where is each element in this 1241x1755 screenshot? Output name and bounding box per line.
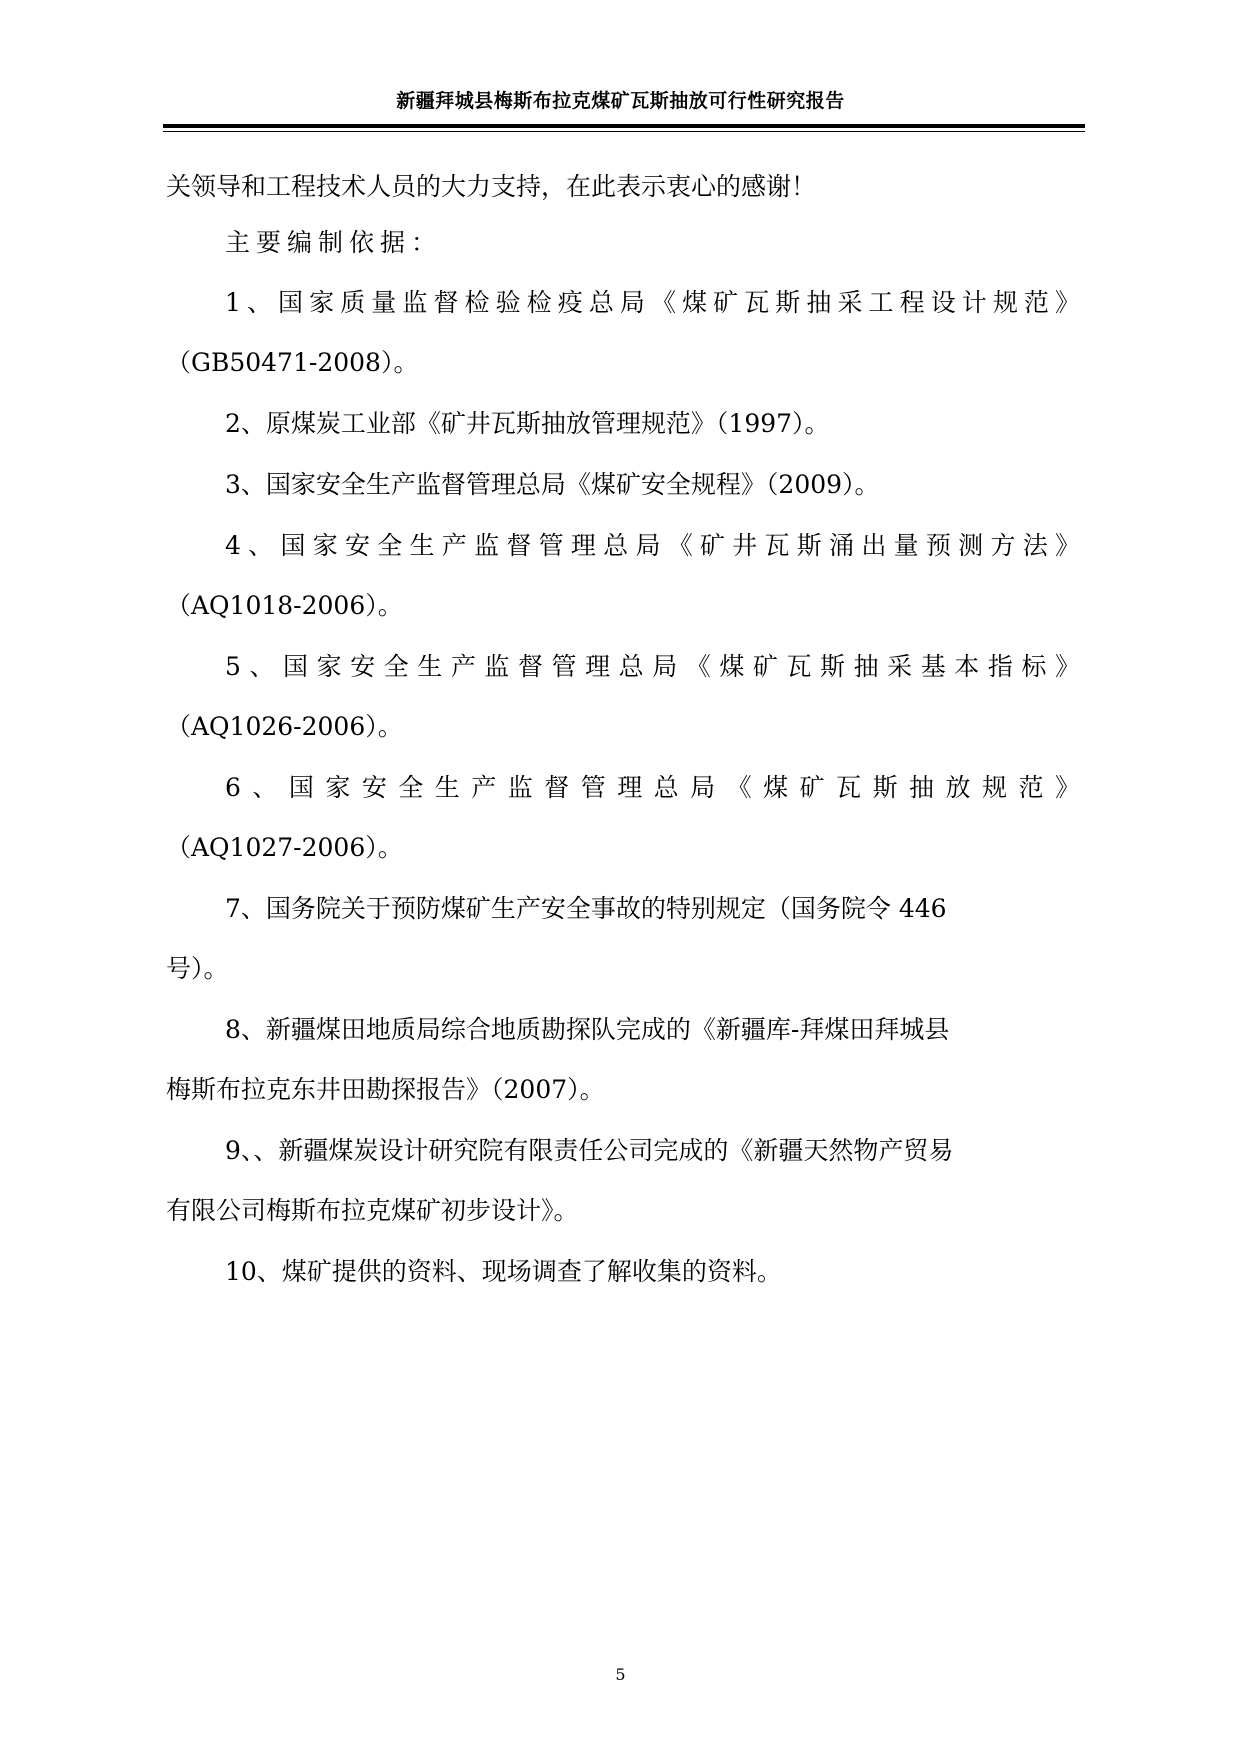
basis-item-6: 6、国家安全生产监督管理总局《煤矿瓦斯抽放规范》 xyxy=(225,773,1080,802)
basis-item-5: 5、国家安全生产监督管理总局《煤矿瓦斯抽采基本指标》 xyxy=(225,652,1080,681)
basis-item-4: 4、国家安全生产监督管理总局《矿井瓦斯涌出量预测方法》 xyxy=(225,531,1080,560)
basis-item-1: 1、国家质量监督检验检疫总局《煤矿瓦斯抽采工程设计规范》 xyxy=(225,288,1080,317)
basis-item-9: 9、、新疆煤炭设计研究院有限责任公司完成的《新疆天然物产贸易 xyxy=(225,1136,954,1165)
header-rule-thick xyxy=(163,124,1085,128)
basis-item-10: 10、煤矿提供的资料、现场调查了解收集的资料。 xyxy=(225,1257,782,1286)
basis-item-8-cont: 梅斯布拉克东井田勘探报告》（2007）。 xyxy=(166,1075,605,1104)
basis-item-2: 2、原煤炭工业部《矿井瓦斯抽放管理规范》（1997）。 xyxy=(225,409,830,438)
page-number: 5 xyxy=(615,1665,626,1684)
basis-item-1-code: （GB50471-2008）。 xyxy=(166,348,419,377)
basis-item-7: 7、国务院关于预防煤矿生产安全事故的特别规定（国务院令 446 xyxy=(225,894,947,923)
header-rule-thin xyxy=(163,131,1085,132)
basis-item-9-cont: 有限公司梅斯布拉克煤矿初步设计》。 xyxy=(166,1196,579,1225)
body-line-continuation: 关领导和工程技术人员的大力支持，在此表示衷心的感谢！ xyxy=(166,172,817,201)
basis-item-7-cont: 号）。 xyxy=(166,954,229,983)
running-header-title: 新疆拜城县梅斯布拉克煤矿瓦斯抽放可行性研究报告 xyxy=(396,90,845,112)
basis-item-4-code: （AQ1018-2006）。 xyxy=(166,591,403,620)
basis-heading: 主要编制依据： xyxy=(225,228,443,257)
basis-item-3: 3、国家安全生产监督管理总局《煤矿安全规程》（2009）。 xyxy=(225,470,880,499)
basis-item-8: 8、新疆煤田地质局综合地质勘探队完成的《新疆库-拜煤田拜城县 xyxy=(225,1015,950,1044)
basis-item-5-code: （AQ1026-2006）。 xyxy=(166,712,403,741)
basis-item-6-code: （AQ1027-2006）。 xyxy=(166,833,403,862)
